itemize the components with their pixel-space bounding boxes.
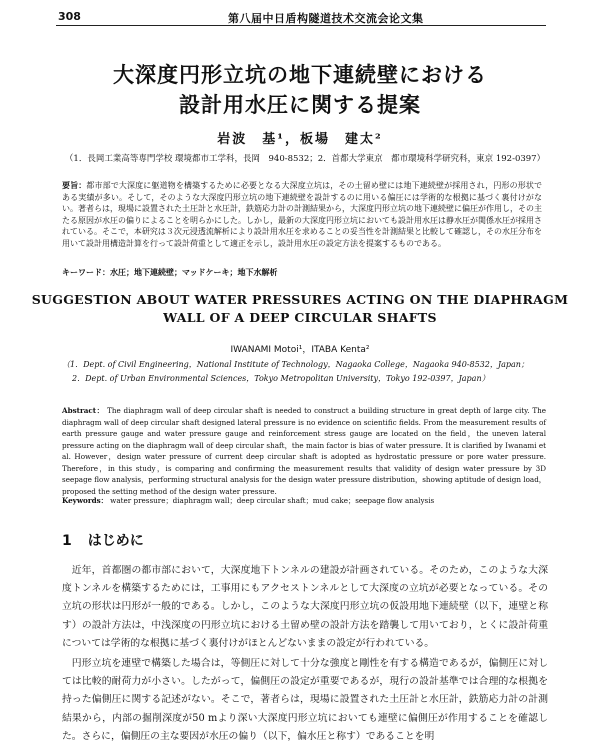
- keywords-ja-label: キーワード：: [62, 267, 110, 277]
- header-rule: [56, 25, 546, 26]
- title-ja-line1: 大深度円形立坑の地下連続壁における: [113, 62, 487, 87]
- authors-en: IWANAMI Motoi¹，ITABA Kenta²: [230, 345, 370, 355]
- abstract-en: [62, 405, 546, 497]
- abstract-en-text: The diaphragm wall of deep circular shaft is needed to construct a building structure in great depth of large city. The diaphragm wall of deep circular shaft designed lateral pressure is no evidence on scientific fields. From the measurement results of earth pressure gauge and water pressure gauge and reinforcement stress gauge are located on the field，the uneven lateral pressure acting on the diaphragm wall of deep circular shaft，the main factor is bias of water pressure. It is clarified by Iwanami et al. However，design water pressure of current deep circular shaft is adopted as hydrostatic pressure or pore water pressure. Therefore，in this study，is comparing and confirming the measurement results that validity of design water pressure by 3D seepage flow analysis，performing structural analysis for the design water pressure distribution，showing aptitude of design load，proposed the setting method of the design water pressure.: [62, 406, 546, 496]
- title-ja-line2: 設計用水圧に関する提案: [179, 92, 421, 117]
- body-paragraph-1: 近年，首都圏の都市部において，大深度地下トンネルの建設が計画されている。そのため，このような大深度トンネルを構築するためには，工事用にもアクセストンネルとして大深度の立坑が必要となっている。その立坑の形状は円形が一般的である。しかし，このような大深度円形立坑の仮設用地下連続壁（以下，連壁と称す）の設計方法は，中浅深度の円形立坑における土留め壁の設計方法を踏襲して用いており，とくに設計荷重については学術的な根拠に基づく裏付けがほとんどないままの設定が行われている。: [62, 565, 548, 649]
- body-paragraph-2: 円形立坑を連壁で構築した場合は，等側圧に対して十分な強度と剛性を有する構造であるが，偏側圧に対しては比較的耐荷力が小さい。したがって，偏側圧の設定が重要であるが，現行の設計基準では合理的な根拠を持った偏側圧に関する記述がない。そこで，著者らは，現場に設置された土圧計と水圧計，鉄筋応力計の計測結果から，内部の掘削深度が50 mより深い大深度円形立坑においても連壁に偏側圧が作用することを確認した。さらに，偏側圧の主な要因が水圧の偏り（以下，偏水圧と称す）であることを明: [62, 658, 548, 742]
- affiliation-en-line1: （1．Dept. of Civil Engineering，National Institute of Technology，Nagaoka College，Nagaoka 940-8532，Japan；: [62, 360, 529, 369]
- title-en-line1: SUGGESTION ABOUT WATER PRESSURES ACTING ON THE DIAPHRAGM: [31, 292, 569, 307]
- authors-ja: 岩波 基¹，板場 建太²: [217, 132, 383, 147]
- section-heading: [62, 530, 144, 550]
- page-number: 308: [58, 10, 81, 23]
- affiliation-en-line2: 2．Dept. of Urban Environmental Sciences，Tokyo Metropolitan University，Tokyo 192-0397，Japan）: [72, 374, 490, 383]
- abstract-ja: [62, 180, 542, 249]
- section-number: 1: [62, 533, 72, 549]
- running-header: [0, 0, 600, 30]
- title-en-line2: WALL OF A DEEP CIRCULAR SHAFTS: [163, 310, 437, 325]
- abstract-ja-text: 都市部で大深度に躯道物を構築するために必要となる大深度立坑は，その土留め壁には地下連続壁が採用され，円形の形状である実績が多い。そして，そのような大深度円形立坑の地下連続壁を設計するのに用いる偏圧には学術的な根拠に基づく裏付けがない。著者らは，現場に設置された土圧計と水圧計，鉄筋応力計の計測結果から，大深度円形立坑の地下連続壁に偏圧が作用し，その主たる原因が水圧の偏りによることを明らかにした。しかし，最新の大深度円形立坑においても設計用水圧は静水圧が関係水圧が採用されている。そこで，本研究は３次元浸透流解析により設計用水圧を求めることの妥当性を計測結果と比較して確認し，その水圧分布を用いて設計用構造計算を行って設計荷重として適正を示し，設計用水圧の設定方法を提案するものである。: [62, 181, 542, 248]
- section-title: はじめに: [87, 533, 144, 549]
- keywords-en-text: water pressure；diaphragm wall；deep circular shaft；mud cake；seepage flow analysis: [110, 496, 435, 505]
- affiliation-ja: （1．長岡工業高等専門学校 環境都市工学科，長岡 940-8532；2．首都大学東京 都市環境科学研究科，東京 192-0397）: [64, 154, 546, 164]
- keywords-en-label: Keywords：: [62, 496, 108, 505]
- journal-name: 第八届中日盾构隧道技术交流会论文集: [228, 12, 424, 25]
- abstract-en-label: Abstract：: [62, 406, 105, 415]
- keywords-ja-text: 水圧；地下連続壁；マッドケーキ；地下水解析: [110, 267, 278, 277]
- keywords-ja: [62, 267, 542, 278]
- keywords-en: [62, 496, 546, 506]
- abstract-ja-label: 要旨：: [62, 180, 87, 190]
